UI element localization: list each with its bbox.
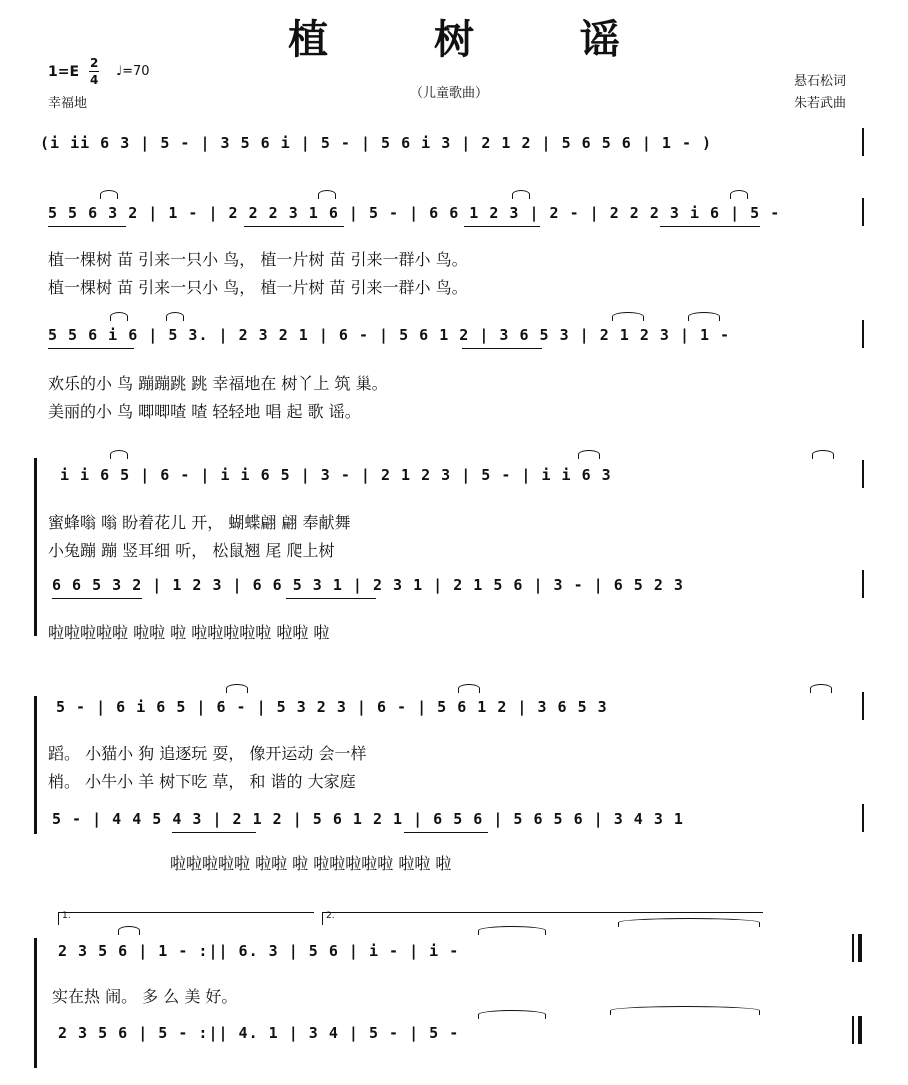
notes-row-5: 2 3 5 6 | 1 - :|| 6. 3 | 5 6 | i - | i - — [58, 942, 460, 960]
notes-row-intro: (i ii 6 3 | 5 - | 3 5 6 i | 5 - | 5 6 i 3 | 2 1 2 | 5 6 5 6 | 1 - ) — [40, 134, 713, 152]
lyric-verse-1: 蜜蜂嗡 嗡 盼着花儿 开， 蝴蝶翩 翩 奉献舞 — [48, 513, 351, 532]
notes-row-1: 5 5 6 3 2 | 1 - | 2 2 2 3 1 6 | 5 - | 6 6 1 2 3 | 2 - | 2 2 2 3 i 6 | 5 - — [48, 204, 781, 222]
time-signature-line — [89, 71, 99, 72]
notes-row-4-harmony: 5 - | 4 4 5 4 3 | 2 1 2 | 5 6 1 2 1 | 6 5 6 | 5 6 5 6 | 3 4 3 1 — [52, 810, 684, 828]
lyric-verse-2: 美丽的小 鸟 唧唧喳 喳 轻轻地 唱 起 歌 谣。 — [48, 402, 361, 421]
slur-mark — [100, 190, 118, 199]
slur-mark — [612, 312, 644, 321]
slur-mark — [318, 190, 336, 199]
lyric-verse-2: 梢。 小牛小 羊 树下吃 草， 和 谐的 大家庭 — [48, 772, 356, 791]
slur-mark — [458, 684, 480, 693]
slur-mark — [512, 190, 530, 199]
barline — [862, 570, 864, 598]
notes-row-4: 5 - | 6 i 6 5 | 6 - | 5 3 2 3 | 6 - | 5 6 1 2 | 3 6 5 3 — [56, 698, 608, 716]
barline — [862, 320, 864, 348]
barline — [862, 198, 864, 226]
key-signature: 1=E — [48, 64, 80, 80]
slur-mark — [226, 684, 248, 693]
final-barline-thick — [858, 1016, 862, 1044]
song-subtitle: （儿童歌曲） — [410, 86, 489, 101]
barline — [862, 692, 864, 720]
slur-mark — [688, 312, 720, 321]
notes-row-5-harmony: 2 3 5 6 | 5 - :|| 4. 1 | 3 4 | 5 - | 5 - — [58, 1024, 460, 1042]
lyric-ending: 实在热 闹。 多 么 美 好。 — [52, 987, 238, 1006]
slur-mark — [118, 926, 140, 935]
slur-mark — [110, 450, 128, 459]
system-brace — [34, 458, 37, 636]
notes-row-2: 5 5 6 i 6 | 5 3. | 2 3 2 1 | 6 - | 5 6 1 2 | 3 6 5 3 | 2 1 2 3 | 1 - — [48, 326, 731, 344]
slur-mark — [578, 450, 600, 459]
beam-underline — [244, 226, 344, 227]
system-brace — [34, 938, 37, 1068]
notes-row-3-harmony: 6 6 5 3 2 | 1 2 3 | 6 6 5 3 1 | 2 3 1 | 2 1 5 6 | 3 - | 6 5 2 3 — [52, 576, 684, 594]
time-signature-bottom: 4 — [90, 73, 99, 87]
first-ending-label: 1. — [62, 911, 71, 921]
system-brace — [34, 696, 37, 834]
final-barline — [852, 934, 854, 962]
beam-underline — [660, 226, 760, 227]
lyric-verse-1: 植一棵树 苗 引来一只小 鸟， 植一片树 苗 引来一群小 鸟。 — [48, 250, 468, 269]
beam-underline — [462, 348, 542, 349]
slur-mark — [166, 312, 184, 321]
lyric-verse-2: 小兔蹦 蹦 竖耳细 听， 松鼠翘 尾 爬上树 — [48, 541, 335, 560]
notes-row-3: i i 6 5 | 6 - | i i 6 5 | 3 - | 2 1 2 3 | 5 - | i i 6 3 — [60, 466, 612, 484]
slur-mark — [730, 190, 748, 199]
second-ending-label: 2. — [326, 911, 335, 921]
slur-mark — [478, 1010, 546, 1019]
slur-mark — [478, 926, 546, 935]
lyric-verse-1: 蹈。 小猫小 狗 追逐玩 耍， 像开运动 会一样 — [48, 744, 367, 763]
song-title: 植 树 谣 — [288, 16, 666, 63]
slur-mark — [618, 918, 760, 927]
time-signature-top: 2 — [90, 56, 99, 70]
barline — [862, 128, 864, 156]
slur-mark — [812, 450, 834, 459]
lyric-verse-2: 植一棵树 苗 引来一只小 鸟， 植一片树 苗 引来一群小 鸟。 — [48, 278, 468, 297]
final-barline-thick — [858, 934, 862, 962]
lyricist-credit: 悬石松词 — [794, 74, 847, 89]
expression-mark: 幸福地 — [48, 96, 88, 111]
lyric-harmony: 啦啦啦啦啦 啦啦 啦 啦啦啦啦啦 啦啦 啦 — [48, 623, 330, 642]
slur-mark — [810, 684, 832, 693]
final-barline — [852, 1016, 854, 1044]
beam-underline — [48, 348, 134, 349]
slur-mark — [610, 1006, 760, 1015]
lyric-harmony: 啦啦啦啦啦 啦啦 啦 啦啦啦啦啦 啦啦 啦 — [170, 854, 452, 873]
tempo-mark: ♩=70 — [116, 64, 150, 79]
beam-underline — [404, 832, 488, 833]
barline — [862, 460, 864, 488]
composer-credit: 朱若武曲 — [794, 96, 847, 111]
first-ending-bracket — [58, 912, 314, 925]
beam-underline — [464, 226, 540, 227]
beam-underline — [48, 226, 126, 227]
beam-underline — [52, 598, 142, 599]
barline — [862, 804, 864, 832]
beam-underline — [172, 832, 256, 833]
beam-underline — [286, 598, 376, 599]
lyric-verse-1: 欢乐的小 鸟 蹦蹦跳 跳 幸福地在 树丫上 筑 巢。 — [48, 374, 388, 393]
slur-mark — [110, 312, 128, 321]
